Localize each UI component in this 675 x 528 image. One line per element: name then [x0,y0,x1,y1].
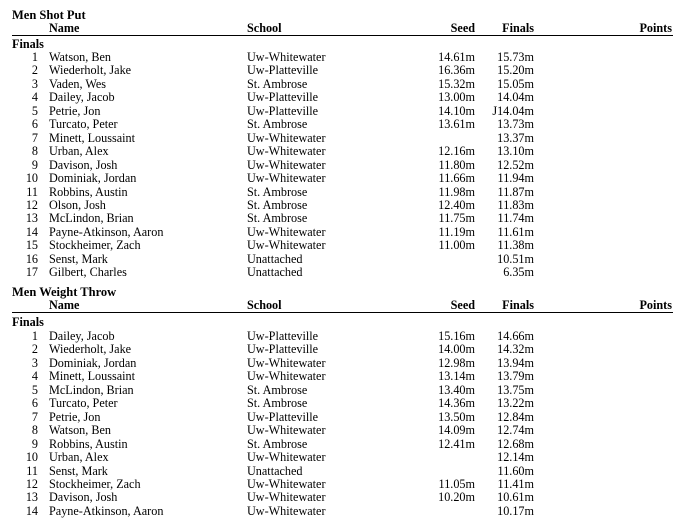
place-cell: 5 [31,103,38,118]
school-cell: Uw-Whitewater [247,130,326,145]
final-mark-cell: 6.35m [503,265,534,280]
school-cell: Unattached [247,463,303,478]
seed-mark-cell: 14.00m [438,342,475,357]
seed-mark-cell: 12.16m [438,144,475,159]
athlete-name-cell: Robbins, Austin [49,436,128,451]
athlete-name-cell: Dominiak, Jordan [49,171,137,186]
school-cell: Uw-Whitewater [247,423,326,438]
final-mark-cell: J14.04m [492,103,534,118]
place-cell: 1 [31,50,38,64]
header-name: Name [49,21,80,35]
result-row [0,199,675,212]
place-cell: 3 [31,355,38,370]
place-cell: 14 [25,224,38,239]
final-mark-cell: 10.51m [497,251,534,266]
result-row [0,370,675,383]
result-row [0,384,675,397]
school-cell: Uw-Platteville [247,103,319,118]
header-seed: Seed [450,21,475,35]
place-cell: 4 [31,90,38,105]
seed-mark-cell: 14.10m [438,103,475,118]
seed-mark-cell: 13.40m [438,382,475,397]
athlete-name-cell: Watson, Ben [49,423,111,438]
place-cell: 7 [31,130,38,145]
result-row [0,491,675,504]
athlete-name-cell: Stockheimer, Zach [49,476,141,491]
column-header-row [0,21,675,35]
result-row [0,465,675,478]
seed-mark-cell: 16.36m [438,63,475,78]
athlete-name-cell: Minett, Loussaint [49,130,135,145]
athlete-name-cell: Turcato, Peter [49,117,118,132]
header-finals: Finals [502,298,534,312]
result-row [0,266,675,279]
seed-mark-cell: 11.00m [438,238,475,253]
final-mark-cell: 13.79m [497,369,534,384]
place-cell: 9 [31,157,38,172]
place-cell: 13 [25,490,38,505]
athlete-name-cell: Wiederholt, Jake [49,342,132,357]
place-cell: 17 [25,265,38,280]
seed-mark-cell: 13.50m [438,409,475,424]
result-row [0,172,675,185]
school-cell: Uw-Whitewater [247,369,326,384]
place-cell: 11 [26,463,38,478]
final-mark-cell: 12.52m [497,157,534,172]
seed-mark-cell: 11.75m [438,211,475,226]
seed-mark-cell: 13.00m [438,90,475,105]
place-cell: 10 [25,450,38,465]
result-row [0,478,675,491]
result-row [0,253,675,266]
event-title: Men Weight Throw [12,285,117,299]
place-cell: 15 [25,238,38,253]
athlete-name-cell: Robbins, Austin [49,184,128,199]
header-seed: Seed [450,298,475,312]
final-mark-cell: 11.60m [497,463,534,478]
result-row [0,78,675,91]
athlete-name-cell: McLindon, Brian [49,211,134,226]
final-mark-cell: 13.73m [497,117,534,132]
final-mark-cell: 13.10m [497,144,534,159]
athlete-name-cell: Stockheimer, Zach [49,238,141,253]
place-cell: 4 [31,369,38,384]
athlete-name-cell: Vaden, Wes [49,76,107,91]
header-points: Points [639,298,672,312]
final-mark-cell: 14.04m [497,90,534,105]
final-mark-cell: 11.38m [497,238,534,253]
place-cell: 2 [31,63,38,78]
final-mark-cell: 12.84m [497,409,534,424]
event-title: Men Shot Put [12,8,86,22]
place-cell: 2 [31,342,38,357]
result-row [0,239,675,252]
result-row [0,505,675,518]
result-row [0,451,675,464]
school-cell: Uw-Whitewater [247,144,326,159]
school-cell: Uw-Whitewater [247,157,326,172]
final-mark-cell: 13.22m [497,396,534,411]
seed-mark-cell: 11.05m [438,476,475,491]
final-mark-cell: 14.32m [497,342,534,357]
result-row [0,132,675,145]
final-mark-cell: 12.74m [497,423,534,438]
school-cell: Uw-Platteville [247,329,319,343]
result-row [0,411,675,424]
school-cell: Uw-Whitewater [247,355,326,370]
school-cell: Uw-Whitewater [247,224,326,239]
school-cell: Unattached [247,251,303,266]
school-cell: Uw-Platteville [247,90,319,105]
seed-mark-cell: 14.36m [438,396,475,411]
result-row [0,64,675,77]
final-mark-cell: 15.73m [497,50,534,64]
result-row [0,91,675,104]
school-cell: Uw-Platteville [247,63,319,78]
place-cell: 6 [31,396,38,411]
result-row [0,212,675,225]
result-row [0,186,675,199]
school-cell: St. Ambrose [247,117,308,132]
athlete-name-cell: Payne-Atkinson, Aaron [49,224,164,239]
school-cell: St. Ambrose [247,197,308,212]
athlete-name-cell: Davison, Josh [49,490,118,505]
flight-label: Finals [12,315,44,329]
school-cell: Uw-Whitewater [247,171,326,186]
place-cell: 8 [31,423,38,438]
school-cell: St. Ambrose [247,76,308,91]
final-mark-cell: 10.61m [497,490,534,505]
final-mark-cell: 11.74m [497,211,534,226]
athlete-name-cell: Turcato, Peter [49,396,118,411]
athlete-name-cell: Watson, Ben [49,50,111,64]
athlete-name-cell: Petrie, Jon [49,103,101,118]
result-row [0,424,675,437]
school-cell: Uw-Platteville [247,409,319,424]
school-cell: Uw-Whitewater [247,490,326,505]
place-cell: 12 [25,197,38,212]
place-cell: 13 [25,211,38,226]
seed-mark-cell: 11.80m [438,157,475,172]
final-mark-cell: 13.37m [497,130,534,145]
final-mark-cell: 12.14m [497,450,534,465]
athlete-name-cell: Urban, Alex [49,144,109,159]
place-cell: 8 [31,144,38,159]
school-cell: Uw-Whitewater [247,476,326,491]
place-cell: 5 [31,382,38,397]
final-mark-cell: 15.05m [497,76,534,91]
result-row [0,226,675,239]
athlete-name-cell: Wiederholt, Jake [49,63,132,78]
result-row [0,330,675,343]
seed-mark-cell: 12.98m [438,355,475,370]
athlete-name-cell: McLindon, Brian [49,382,134,397]
seed-mark-cell: 12.41m [438,436,475,451]
school-cell: Unattached [247,265,303,280]
school-cell: St. Ambrose [247,396,308,411]
school-cell: St. Ambrose [247,184,308,199]
result-row [0,118,675,131]
flight-label: Finals [12,37,44,51]
seed-mark-cell: 14.09m [438,423,475,438]
school-cell: Uw-Whitewater [247,450,326,465]
seed-mark-cell: 11.19m [438,224,475,239]
final-mark-cell: 15.20m [497,63,534,78]
header-school: School [247,298,282,312]
final-mark-cell: 10.17m [497,503,534,518]
header-finals: Finals [502,21,534,35]
school-cell: St. Ambrose [247,436,308,451]
final-mark-cell: 13.94m [497,355,534,370]
final-mark-cell: 11.61m [497,224,534,239]
final-mark-cell: 11.87m [497,184,534,199]
school-cell: Uw-Platteville [247,342,319,357]
school-cell: Uw-Whitewater [247,50,326,64]
seed-mark-cell: 12.40m [438,197,475,212]
athlete-name-cell: Davison, Josh [49,157,118,172]
place-cell: 14 [25,503,38,518]
header-name: Name [49,298,80,312]
result-row [0,105,675,118]
athlete-name-cell: Dailey, Jacob [49,90,115,105]
place-cell: 11 [26,184,38,199]
school-cell: St. Ambrose [247,211,308,226]
final-mark-cell: 13.75m [497,382,534,397]
result-row [0,357,675,370]
place-cell: 16 [25,251,38,266]
place-cell: 6 [31,117,38,132]
final-mark-cell: 14.66m [497,329,534,343]
athlete-name-cell: Petrie, Jon [49,409,101,424]
athlete-name-cell: Gilbert, Charles [49,265,127,280]
header-rule [12,35,673,36]
athlete-name-cell: Dominiak, Jordan [49,355,137,370]
athlete-name-cell: Senst, Mark [49,463,108,478]
column-header-row [0,298,675,312]
school-cell: Uw-Whitewater [247,238,326,253]
school-cell: Uw-Whitewater [247,503,326,518]
final-mark-cell: 11.41m [497,476,534,491]
place-cell: 1 [31,329,38,343]
place-cell: 9 [31,436,38,451]
final-mark-cell: 12.68m [497,436,534,451]
athlete-name-cell: Payne-Atkinson, Aaron [49,503,164,518]
seed-mark-cell: 14.61m [438,50,475,64]
school-cell: St. Ambrose [247,382,308,397]
seed-mark-cell: 11.66m [438,171,475,186]
result-row [0,397,675,410]
result-row [0,145,675,158]
athlete-name-cell: Senst, Mark [49,251,108,266]
seed-mark-cell: 15.16m [438,329,475,343]
result-row [0,51,675,64]
place-cell: 12 [25,476,38,491]
athlete-name-cell: Dailey, Jacob [49,329,115,343]
place-cell: 7 [31,409,38,424]
athlete-name-cell: Minett, Loussaint [49,369,135,384]
result-row [0,343,675,356]
athlete-name-cell: Olson, Josh [49,197,106,212]
header-school: School [247,21,282,35]
seed-mark-cell: 11.98m [438,184,475,199]
seed-mark-cell: 13.61m [438,117,475,132]
place-cell: 3 [31,76,38,91]
header-points: Points [639,21,672,35]
athlete-name-cell: Urban, Alex [49,450,109,465]
seed-mark-cell: 15.32m [438,76,475,91]
final-mark-cell: 11.83m [497,197,534,212]
header-rule [12,312,673,313]
seed-mark-cell: 13.14m [438,369,475,384]
seed-mark-cell: 10.20m [438,490,475,505]
result-row [0,438,675,451]
result-row [0,159,675,172]
place-cell: 10 [25,171,38,186]
final-mark-cell: 11.94m [497,171,534,186]
